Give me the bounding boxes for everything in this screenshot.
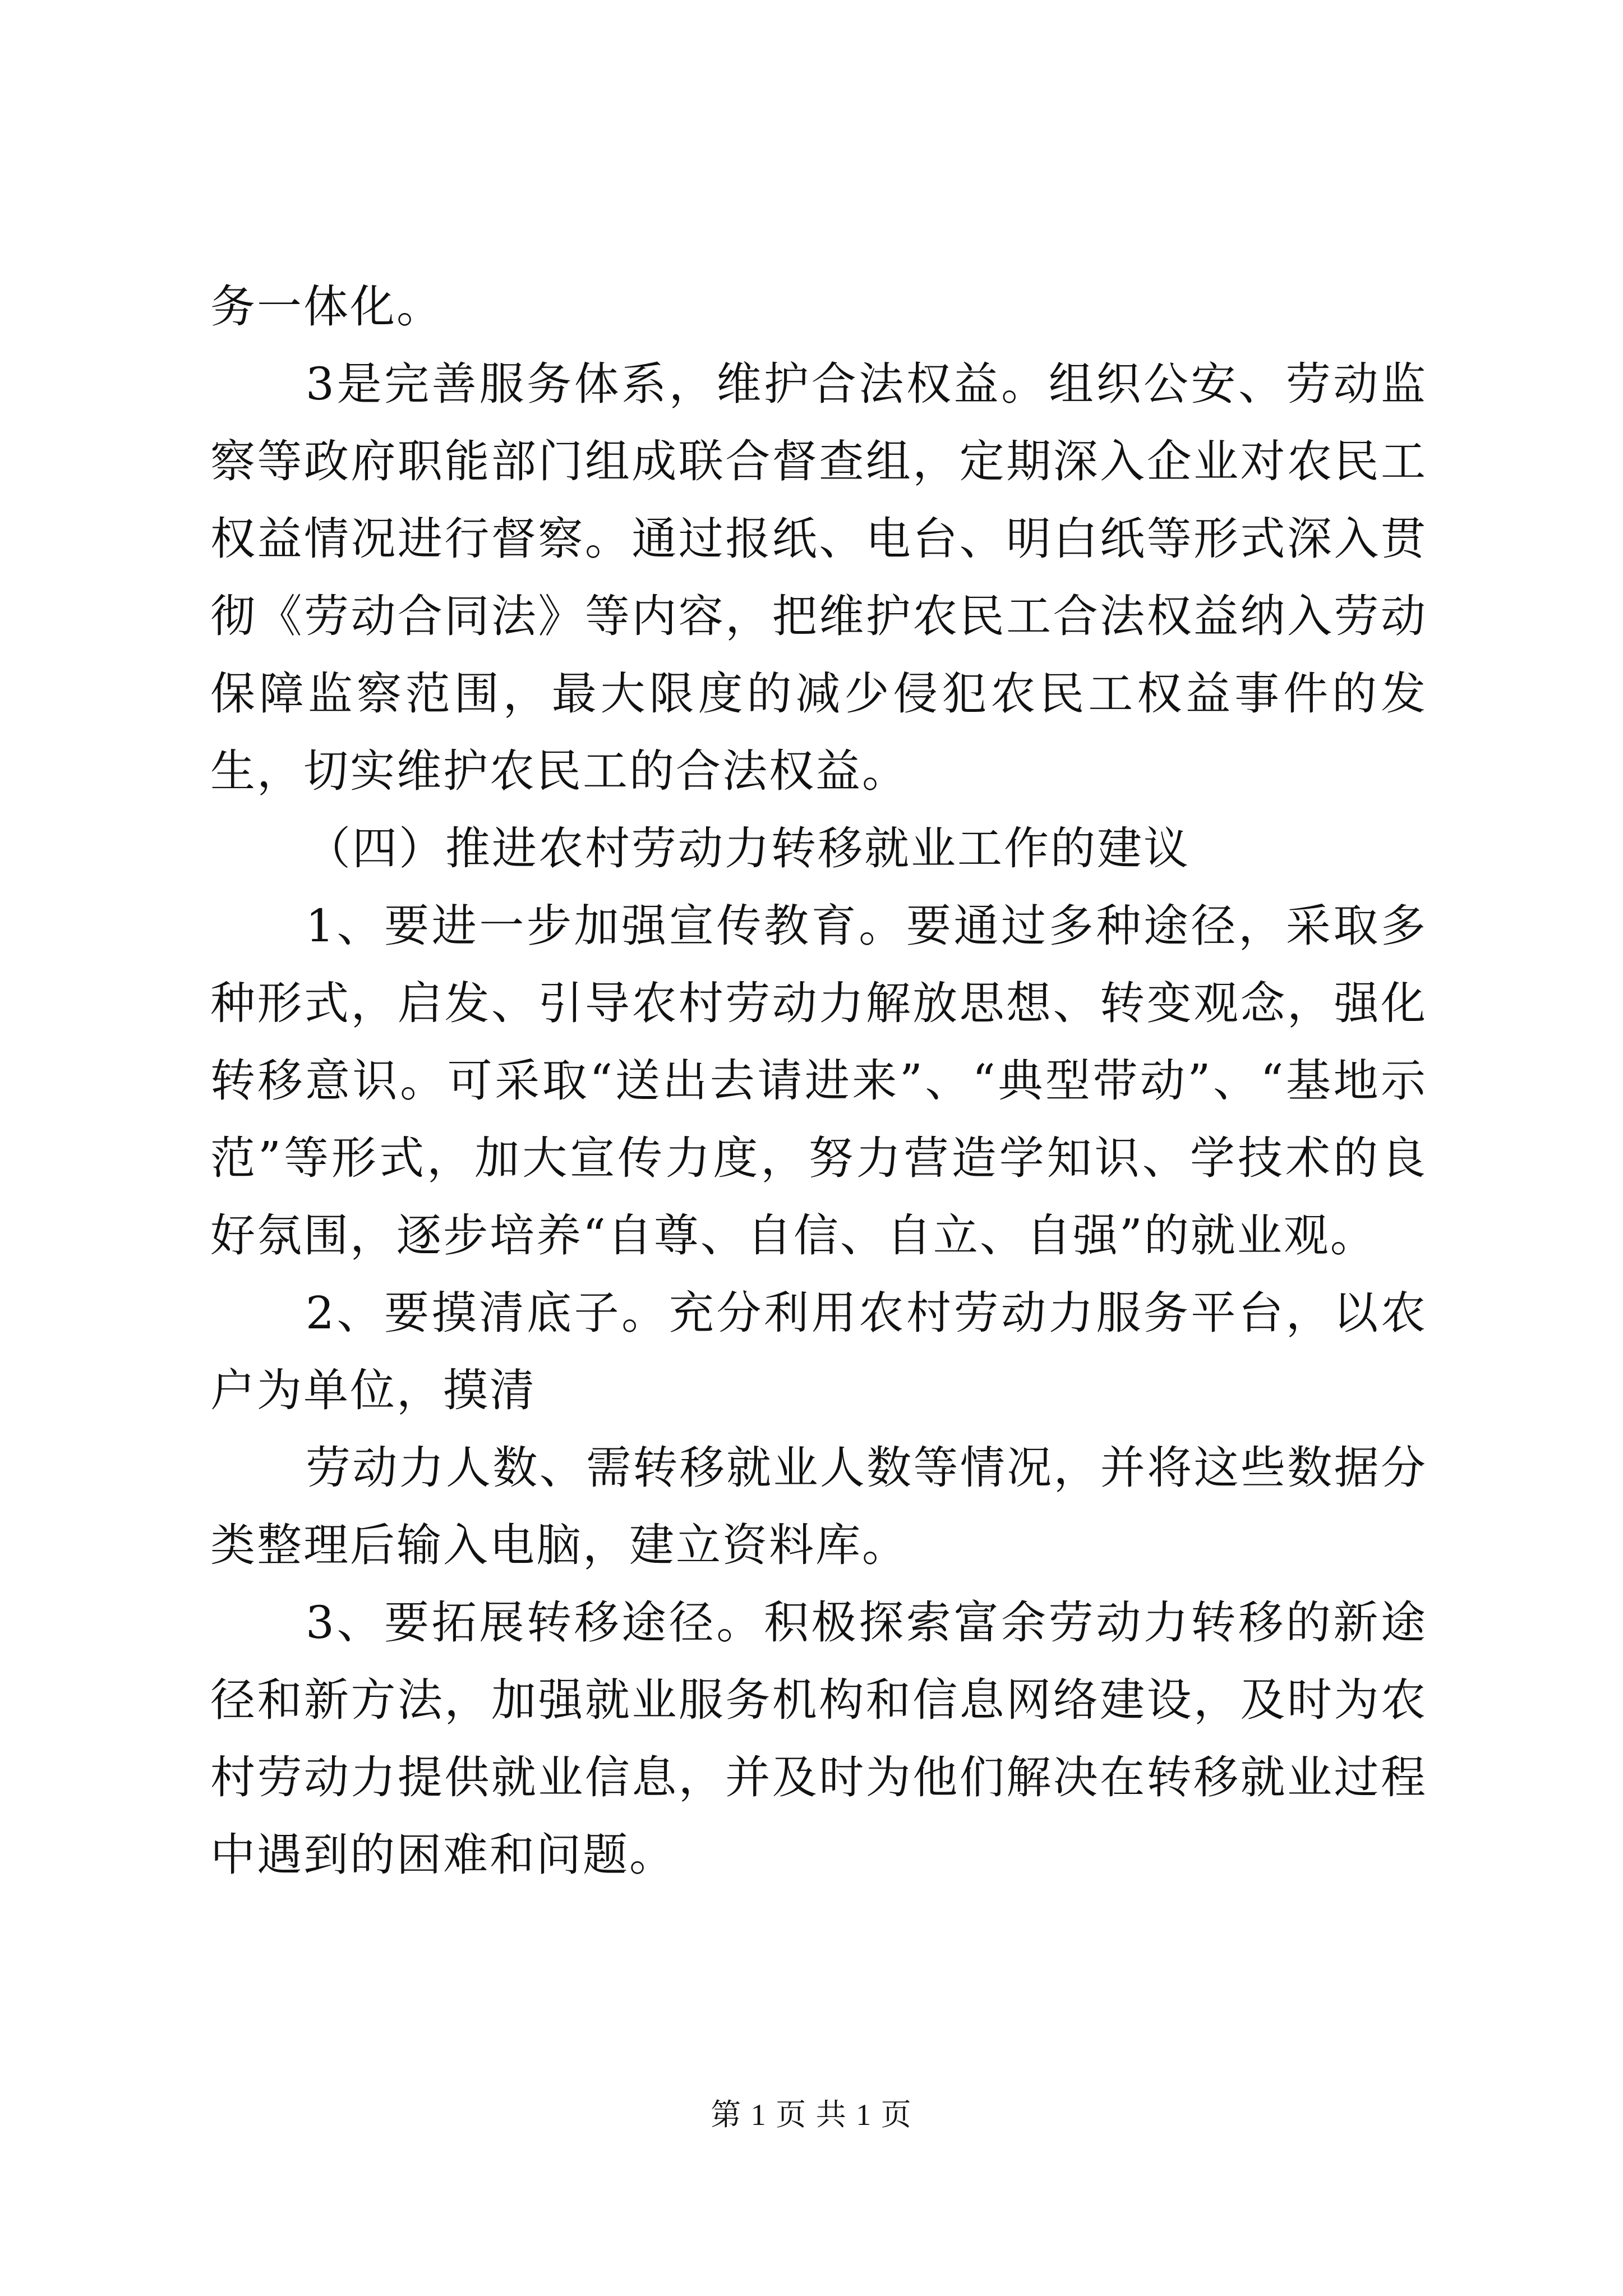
- paragraph-publicity-education: 1、要进一步加强宣传教育。要通过多种途径，采取多种形式，启发、引导农村劳动力解放思想、转变观念，强化转移意识。可采取“送出去请进来”、“典型带动”、“基地示范”等形式，加大宣传力度，努力营造学知识、学技术的良好氛围，逐步培养“自尊、自信、自立、自强”的就业观。: [210, 900, 1427, 1262]
- paragraph-labor-data: 劳动力人数、需转移就业人数等情况，并将这些数据分类整理后输入电脑，建立资料库。: [210, 1442, 1427, 1571]
- paragraph-transfer-channels: 3、要拓展转移途径。积极探索富余劳动力转移的新途径和新方法，加强就业服务机构和信息网络建设，及时为农村劳动力提供就业信息，并及时为他们解决在转移就业过程中遇到的困难和问题。: [210, 1596, 1427, 1881]
- paragraph-continuation: 务一体化。: [210, 280, 443, 333]
- section-heading-suggestions: （四）推进农村劳动力转移就业工作的建议: [306, 822, 1190, 875]
- paragraph-baseline-survey: 2、要摸清底子。充分利用农村劳动力服务平台，以农户为单位，摸清: [210, 1287, 1427, 1416]
- document-body: [210, 268, 1427, 1894]
- page-number-footer: 第 1 页 共 1 页: [711, 2098, 912, 2132]
- paragraph-service-system: 3是完善服务体系，维护合法权益。组织公安、劳动监察等政府职能部门组成联合督查组，定期深入企业对农民工权益情况进行督察。通过报纸、电台、明白纸等形式深入贯彻《劳动合同法》等内容，把维护农民工合法权益纳入劳动保障监察范围，最大限度的减少侵犯农民工权益事件的发生，切实维护农民工的合法权益。: [210, 358, 1427, 797]
